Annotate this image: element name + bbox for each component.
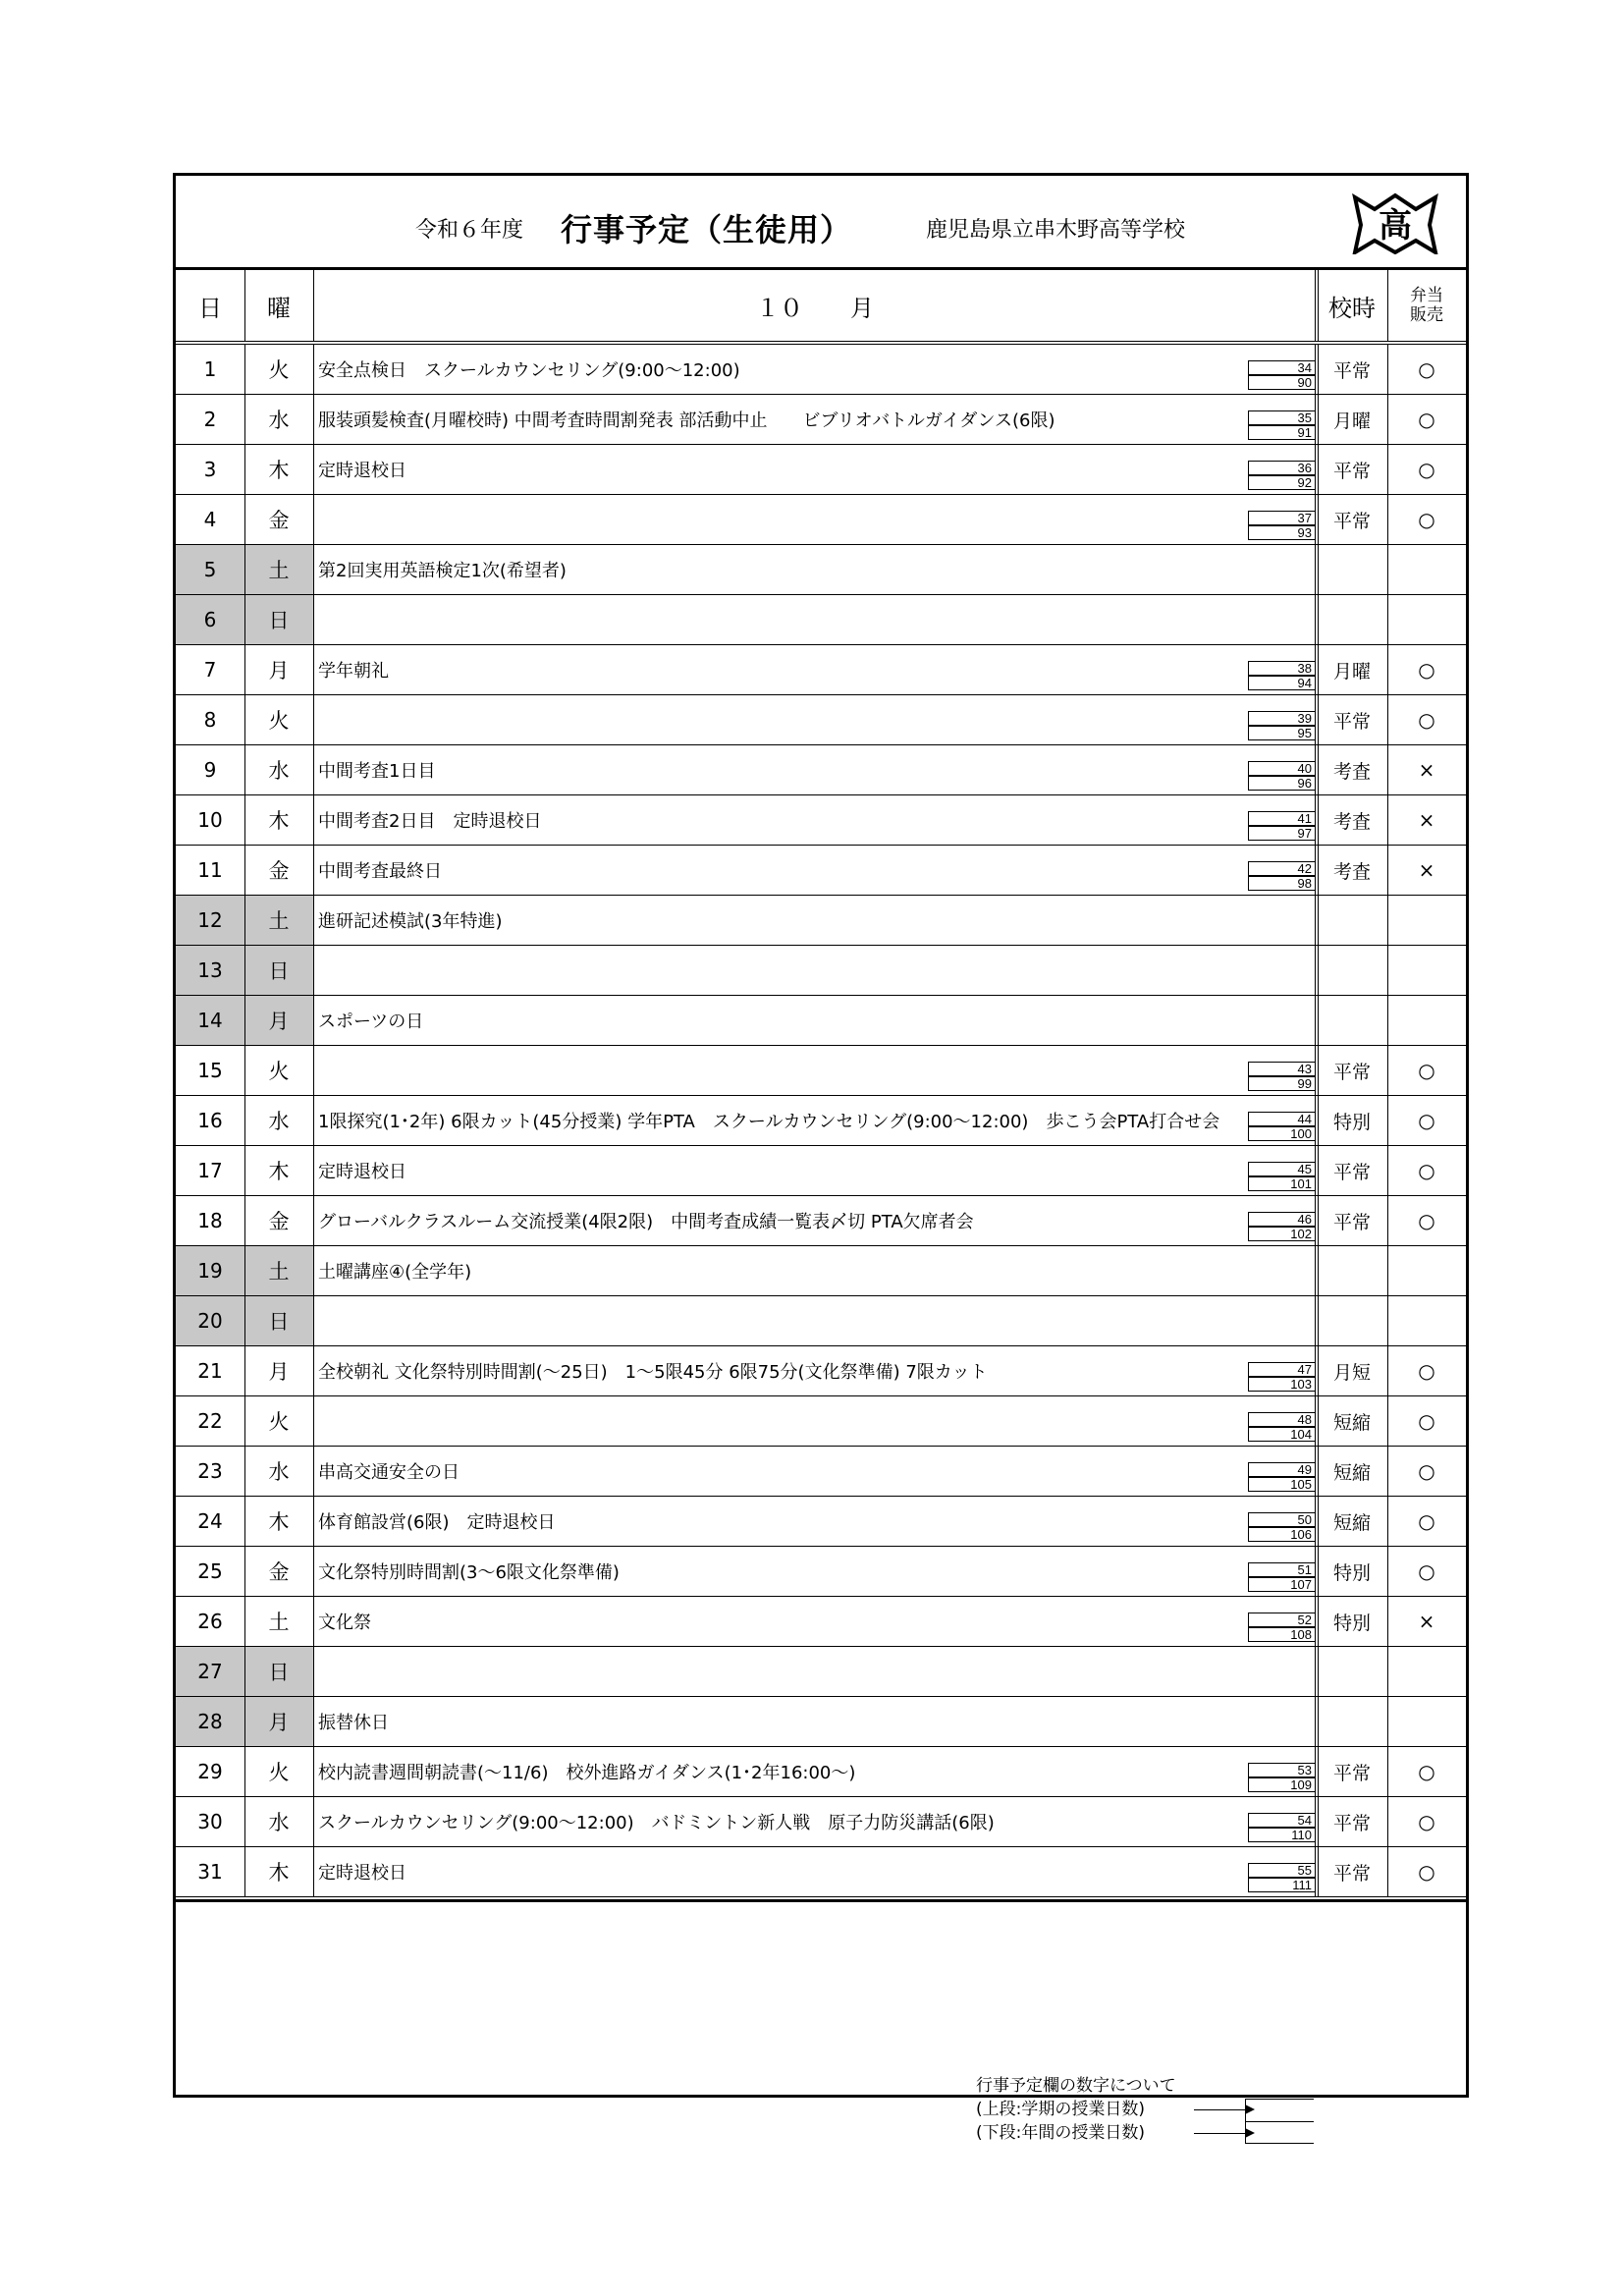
day-cell: 14	[176, 996, 244, 1045]
day-counter	[1248, 1562, 1317, 1594]
event-cell: 定時退校日	[318, 461, 406, 481]
table-row	[176, 1447, 1466, 1497]
event-cell	[313, 1046, 1295, 1095]
day-cell: 29	[197, 1760, 223, 1783]
event-cell: 全校朝礼 文化祭特別時間割(～25日) 1～5限45分 6限75分(文化祭準備) 7限カット	[318, 1362, 988, 1383]
school-hours-cell: 平常	[1332, 1211, 1371, 1233]
weekday-cell: 火	[268, 1410, 290, 1434]
weekday-cell: 土	[268, 1611, 290, 1634]
school-hours-cell: 考査	[1332, 810, 1371, 833]
day-counter	[1248, 410, 1317, 442]
event-cell: 第2回実用英語検定1次(希望者)	[318, 561, 567, 581]
year-day-count: 111	[1248, 1878, 1315, 1892]
table-row	[176, 645, 1466, 695]
school-hours-cell	[1317, 1697, 1387, 1746]
weekday-cell: 火	[268, 1060, 290, 1083]
day-counter	[1248, 360, 1317, 392]
day-cell: 15	[197, 1059, 223, 1082]
table-row	[176, 345, 1466, 395]
table-row	[176, 1146, 1466, 1196]
bento-cell: ○	[1418, 458, 1435, 481]
event-cell	[313, 1296, 1295, 1345]
event-cell: 体育館設営(6限) 定時退校日	[318, 1512, 556, 1533]
day-cell: 23	[197, 1459, 223, 1483]
weekday-cell: 水	[268, 1110, 290, 1133]
event-cell: 土曜講座④(全学年)	[318, 1262, 472, 1283]
school-hours-cell	[1317, 896, 1387, 945]
svg-text:高: 高	[1379, 206, 1412, 246]
year-day-count: 92	[1248, 475, 1315, 490]
table-row	[176, 1296, 1466, 1346]
year-day-count: 102	[1248, 1227, 1315, 1241]
school-hours-cell	[1317, 1246, 1387, 1295]
term-day-count: 45	[1248, 1162, 1315, 1176]
bento-cell: ○	[1418, 1810, 1435, 1833]
school-hours-cell: 平常	[1332, 710, 1371, 733]
schedule-sheet	[173, 173, 1469, 2098]
year-day-count: 91	[1248, 425, 1315, 440]
table-row	[176, 946, 1466, 996]
bento-cell: ×	[1418, 1610, 1435, 1633]
day-counter	[1248, 1512, 1317, 1544]
bento-cell: ○	[1418, 1409, 1435, 1433]
event-cell: 中間考査1日目	[318, 761, 436, 782]
table-row	[176, 1497, 1466, 1547]
event-cell: 串高交通安全の日	[318, 1462, 460, 1483]
weekday-cell: 月	[268, 659, 290, 683]
legend-block	[976, 2074, 1176, 2145]
school-hours-cell: 月短	[1332, 1361, 1371, 1384]
day-cell: 19	[176, 1246, 244, 1295]
bento-cell: ○	[1418, 1760, 1435, 1783]
table-row	[176, 495, 1466, 545]
table-row	[176, 896, 1466, 946]
year-day-count: 103	[1248, 1377, 1315, 1392]
event-cell: 定時退校日	[318, 1863, 406, 1884]
year-day-count: 95	[1248, 726, 1315, 740]
year-day-count: 108	[1248, 1627, 1315, 1642]
day-cell: 10	[197, 808, 223, 832]
era-year: 令和６年度	[415, 218, 524, 243]
term-day-count: 34	[1248, 360, 1315, 375]
day-cell: 2	[203, 408, 217, 431]
weekday-cell: 水	[268, 759, 290, 783]
table-row	[176, 595, 1466, 645]
weekday-cell: 木	[268, 1861, 290, 1885]
day-cell: 24	[197, 1509, 223, 1533]
day-counter	[1248, 811, 1317, 843]
school-hours-cell: 平常	[1332, 510, 1371, 532]
day-cell: 5	[176, 545, 244, 594]
table-row	[176, 545, 1466, 595]
weekday-cell: 土	[244, 1246, 313, 1295]
bento-cell: ○	[1418, 1559, 1435, 1583]
table-row	[176, 395, 1466, 445]
day-counter	[1248, 511, 1317, 542]
weekday-cell: 月	[244, 1697, 313, 1746]
day-cell: 8	[203, 708, 217, 732]
page-title: 行事予定（生徒用）	[561, 211, 853, 248]
day-cell: 31	[197, 1860, 223, 1884]
weekday-cell: 火	[268, 1761, 290, 1784]
event-cell	[313, 946, 1295, 995]
weekday-cell: 日	[244, 1296, 313, 1345]
term-day-count: 50	[1248, 1512, 1315, 1527]
day-cell: 4	[203, 508, 217, 531]
bento-cell: ○	[1418, 1159, 1435, 1182]
bento-cell: ○	[1418, 1860, 1435, 1884]
term-day-count: 37	[1248, 511, 1315, 525]
bento-cell	[1387, 545, 1466, 594]
day-cell: 25	[197, 1559, 223, 1583]
event-cell: 振替休日	[318, 1713, 389, 1733]
bento-cell	[1387, 1697, 1466, 1746]
table-row	[176, 1046, 1466, 1096]
table-row	[176, 1647, 1466, 1697]
legend-lower: (下段:年間の授業日数)	[976, 2123, 1145, 2143]
term-day-count: 55	[1248, 1863, 1315, 1878]
day-cell: 1	[203, 357, 217, 381]
day-counter	[1248, 1763, 1317, 1794]
bento-cell	[1387, 896, 1466, 945]
term-day-count: 51	[1248, 1562, 1315, 1577]
day-counter	[1248, 661, 1317, 692]
school-hours-cell	[1317, 1296, 1387, 1345]
bento-cell: ○	[1418, 408, 1435, 431]
school-hours-cell: 特別	[1332, 1612, 1371, 1634]
table-row	[176, 695, 1466, 745]
day-cell: 21	[197, 1359, 223, 1383]
term-day-count: 52	[1248, 1613, 1315, 1627]
weekday-cell: 金	[268, 1560, 290, 1584]
day-counter	[1248, 1062, 1317, 1093]
school-hours-cell: 平常	[1332, 359, 1371, 382]
school-crest-icon	[1351, 191, 1439, 254]
weekday-cell: 木	[268, 1160, 290, 1183]
day-counter	[1248, 1613, 1317, 1644]
weekday-cell: 金	[268, 509, 290, 532]
day-counter	[1248, 1863, 1317, 1894]
day-cell: 27	[176, 1647, 244, 1696]
day-counter	[1248, 461, 1317, 492]
year-day-count: 104	[1248, 1427, 1315, 1442]
table-row	[176, 1547, 1466, 1597]
bento-cell: ○	[1418, 357, 1435, 381]
day-cell: 16	[197, 1109, 223, 1132]
bento-cell	[1387, 996, 1466, 1045]
year-day-count: 107	[1248, 1577, 1315, 1592]
bento-header-line2: 販売	[1410, 305, 1443, 325]
bento-cell	[1387, 1647, 1466, 1696]
event-cell	[313, 595, 1295, 644]
table-row	[176, 1797, 1466, 1847]
day-counter	[1248, 1112, 1317, 1143]
day-cell: 22	[197, 1409, 223, 1433]
weekday-cell: 水	[268, 1460, 290, 1484]
year-day-count: 110	[1248, 1828, 1315, 1842]
table-row	[176, 445, 1466, 495]
weekday-cell: 金	[268, 859, 290, 883]
year-day-count: 93	[1248, 525, 1315, 540]
term-day-count: 48	[1248, 1412, 1315, 1427]
event-cell: グローバルクラスルーム交流授業(4限2限) 中間考査成績一覧表〆切 PTA欠席者会	[318, 1212, 974, 1232]
day-counter	[1248, 1162, 1317, 1193]
term-day-count: 41	[1248, 811, 1315, 826]
event-cell: 定時退校日	[318, 1162, 406, 1182]
school-hours-cell: 短縮	[1332, 1511, 1371, 1534]
table-row	[176, 1747, 1466, 1797]
legend-counter-box	[1245, 2099, 1314, 2144]
day-cell: 26	[197, 1610, 223, 1633]
event-cell: 安全点検日 スクールカウンセリング(9:00～12:00)	[318, 360, 740, 381]
term-day-count: 38	[1248, 661, 1315, 676]
year-day-count: 101	[1248, 1176, 1315, 1191]
bento-cell: ○	[1418, 1109, 1435, 1132]
table-row	[176, 846, 1466, 896]
weekday-cell: 土	[244, 896, 313, 945]
term-day-count: 42	[1248, 861, 1315, 876]
event-cell	[313, 495, 1295, 544]
table-row	[176, 1597, 1466, 1647]
school-hours-cell: 平常	[1332, 1061, 1371, 1083]
day-counter	[1248, 1362, 1317, 1394]
event-cell	[313, 695, 1295, 744]
year-day-count: 109	[1248, 1777, 1315, 1792]
col-weekday-header: 曜	[267, 294, 291, 322]
event-cell: 進研記述模試(3年特進)	[318, 911, 503, 932]
school-hours-cell	[1317, 545, 1387, 594]
column-header-row	[176, 270, 1466, 345]
school-hours-cell: 平常	[1332, 460, 1371, 482]
table-row	[176, 1346, 1466, 1396]
bento-cell: ○	[1418, 1509, 1435, 1533]
day-cell: 9	[203, 758, 217, 782]
legend-arrow-upper	[1194, 2109, 1253, 2110]
school-hours-cell: 考査	[1332, 760, 1371, 783]
weekday-cell: 月	[244, 996, 313, 1045]
bento-cell: ○	[1418, 508, 1435, 531]
day-cell: 12	[176, 896, 244, 945]
weekday-cell: 日	[244, 1647, 313, 1696]
day-counter	[1248, 1813, 1317, 1844]
school-hours-cell: 月曜	[1332, 660, 1371, 683]
term-day-count: 54	[1248, 1813, 1315, 1828]
month-header: １０ 月	[756, 294, 874, 322]
bento-cell	[1387, 1296, 1466, 1345]
bento-cell	[1387, 1246, 1466, 1295]
legend-arrow-lower	[1194, 2133, 1253, 2134]
school-hours-cell: 短縮	[1332, 1461, 1371, 1484]
bento-cell: ○	[1418, 708, 1435, 732]
term-day-count: 43	[1248, 1062, 1315, 1076]
school-hours-cell: 考査	[1332, 860, 1371, 883]
table-row	[176, 1847, 1466, 1897]
weekday-cell: 日	[244, 946, 313, 995]
table-row	[176, 1697, 1466, 1747]
year-day-count: 105	[1248, 1477, 1315, 1492]
legend-upper: (上段:学期の授業日数)	[976, 2100, 1145, 2119]
col-school-hours-header: 校時	[1328, 294, 1376, 322]
event-cell: 1限探究(1･2年) 6限カット(45分授業) 学年PTA スクールカウンセリング(9:00～12:00) 歩こう会PTA打合せ会	[318, 1112, 1220, 1132]
term-day-count: 36	[1248, 461, 1315, 475]
day-cell: 7	[203, 658, 217, 682]
year-day-count: 90	[1248, 375, 1315, 390]
term-day-count: 35	[1248, 410, 1315, 425]
bento-cell: ○	[1418, 658, 1435, 682]
school-hours-cell: 短縮	[1332, 1411, 1371, 1434]
bento-cell: ○	[1418, 1209, 1435, 1232]
day-cell: 11	[197, 858, 223, 882]
term-day-count: 39	[1248, 711, 1315, 726]
year-day-count: 96	[1248, 776, 1315, 791]
event-cell: 学年朝礼	[318, 661, 389, 682]
term-day-count: 44	[1248, 1112, 1315, 1126]
weekday-cell: 水	[268, 1811, 290, 1834]
weekday-cell: 土	[244, 545, 313, 594]
day-counter	[1248, 1412, 1317, 1444]
event-cell: 文化祭	[318, 1613, 371, 1633]
legend-heading: 行事予定欄の数字について	[976, 2076, 1176, 2096]
school-hours-cell: 平常	[1332, 1812, 1371, 1834]
school-hours-cell	[1317, 996, 1387, 1045]
day-cell: 28	[176, 1697, 244, 1746]
title-bar	[176, 176, 1466, 270]
day-cell: 30	[197, 1810, 223, 1833]
weekday-cell: 火	[268, 358, 290, 382]
school-hours-cell: 特別	[1332, 1561, 1371, 1584]
table-row	[176, 1246, 1466, 1296]
weekday-cell: 水	[268, 409, 290, 432]
school-hours-cell: 平常	[1332, 1161, 1371, 1183]
weekday-cell: 火	[268, 709, 290, 733]
event-cell: 文化祭特別時間割(3～6限文化祭準備)	[318, 1562, 620, 1583]
bento-header-line1: 弁当	[1410, 286, 1443, 305]
day-cell: 13	[176, 946, 244, 995]
weekday-cell: 日	[244, 595, 313, 644]
day-cell: 6	[176, 595, 244, 644]
event-cell: スポーツの日	[318, 1011, 424, 1032]
weekday-cell: 金	[268, 1210, 290, 1233]
table-row	[176, 745, 1466, 795]
event-cell	[313, 1647, 1295, 1696]
day-counter	[1248, 1462, 1317, 1494]
year-day-count: 98	[1248, 876, 1315, 891]
col-day-header: 日	[198, 294, 222, 322]
term-day-count: 40	[1248, 761, 1315, 776]
table-row	[176, 1196, 1466, 1246]
event-cell: 中間考査2日目 定時退校日	[318, 811, 542, 832]
event-cell: スクールカウンセリング(9:00～12:00) バドミントン新人戦 原子力防災講話(6限)	[318, 1813, 995, 1833]
bento-cell: ×	[1418, 808, 1435, 832]
day-cell: 17	[197, 1159, 223, 1182]
bento-cell: ×	[1418, 758, 1435, 782]
school-hours-cell: 特別	[1332, 1111, 1371, 1133]
table-row	[176, 1396, 1466, 1447]
weekday-cell: 月	[268, 1360, 290, 1384]
day-counter	[1248, 1212, 1317, 1243]
day-counter	[1248, 711, 1317, 742]
bento-cell: ○	[1418, 1459, 1435, 1483]
day-counter	[1248, 761, 1317, 793]
event-cell: 中間考査最終日	[318, 861, 442, 882]
term-day-count: 47	[1248, 1362, 1315, 1377]
bento-cell	[1387, 946, 1466, 995]
bento-cell: ×	[1418, 858, 1435, 882]
table-row	[176, 1096, 1466, 1146]
year-day-count: 97	[1248, 826, 1315, 841]
school-hours-cell	[1317, 946, 1387, 995]
event-cell: 校内読書週間朝読書(～11/6) 校外進路ガイダンス(1･2年16:00～)	[318, 1763, 856, 1783]
day-cell: 18	[197, 1209, 223, 1232]
school-name: 鹿児島県立串木野高等学校	[926, 218, 1186, 243]
weekday-cell: 木	[268, 1510, 290, 1534]
year-day-count: 106	[1248, 1527, 1315, 1542]
school-hours-cell	[1317, 1647, 1387, 1696]
school-hours-cell: 平常	[1332, 1762, 1371, 1784]
year-day-count: 99	[1248, 1076, 1315, 1091]
event-cell	[313, 1396, 1295, 1446]
term-day-count: 53	[1248, 1763, 1315, 1777]
weekday-cell: 木	[268, 809, 290, 833]
bento-cell: ○	[1418, 1059, 1435, 1082]
day-cell: 20	[176, 1296, 244, 1345]
school-hours-cell	[1317, 595, 1387, 644]
col-bento-header	[1387, 270, 1466, 341]
weekday-cell: 木	[268, 459, 290, 482]
day-counter	[1248, 861, 1317, 893]
event-cell: 服装頭髪検査(月曜校時) 中間考査時間割発表 部活動中止 ビブリオバトルガイダンス(6限)	[318, 410, 1055, 431]
day-cell: 3	[203, 458, 217, 481]
bento-cell	[1387, 595, 1466, 644]
term-day-count: 46	[1248, 1212, 1315, 1227]
school-hours-cell: 平常	[1332, 1862, 1371, 1885]
school-hours-cell: 月曜	[1332, 410, 1371, 432]
year-day-count: 100	[1248, 1126, 1315, 1141]
term-day-count: 49	[1248, 1462, 1315, 1477]
year-day-count: 94	[1248, 676, 1315, 690]
bento-cell: ○	[1418, 1359, 1435, 1383]
table-row	[176, 996, 1466, 1046]
table-row	[176, 795, 1466, 846]
